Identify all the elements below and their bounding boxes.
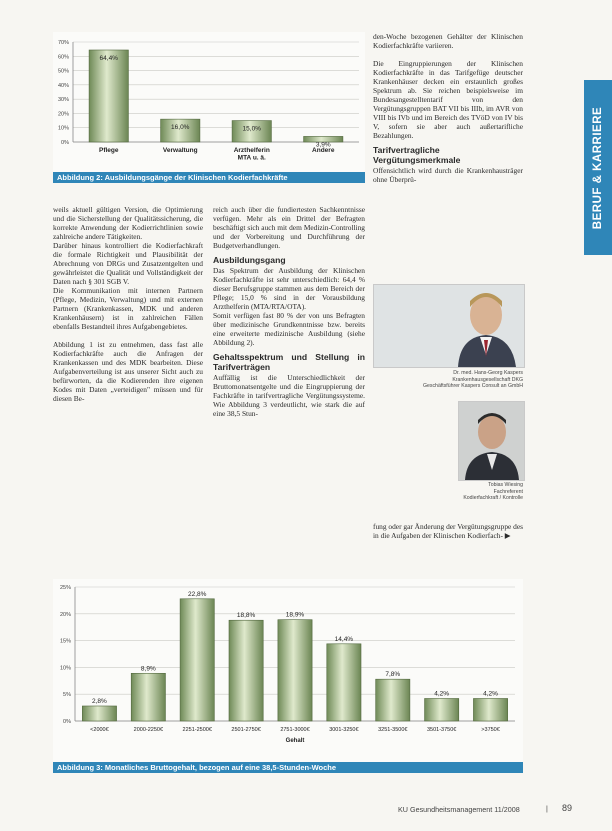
figure-2 — [53, 32, 365, 174]
figure-2-chart — [53, 32, 365, 174]
column-3 — [373, 32, 523, 184]
y-tick-label: 10% — [59, 665, 71, 672]
bar — [229, 620, 263, 721]
data-label: 14,4% — [334, 635, 354, 643]
y-tick-label: 50% — [57, 68, 69, 75]
x-tick-label: 3001-3250€ — [329, 727, 359, 733]
y-tick-label: 20% — [59, 611, 71, 618]
caption-line: Tobias Wiesing — [488, 482, 523, 488]
x-tick-label: 2251-2500€ — [182, 727, 212, 733]
paragraph: Abbildung 1 ist zu entnehmen, dass fast alle Kodierfachkräfte auch die Anfragen der Krankenkassen und des MDK bearbeiten. Diese Aufgabenverteilung ist aus unserer Sicht auch zu befürworten, da die Kodierenden ihre eigenen Kodes mit Daten „verteidigen" müssen und für diesen Be- — [53, 340, 203, 403]
portrait-photo-1 — [373, 284, 525, 368]
data-label: 15,0% — [242, 125, 261, 133]
x-tick-label: >3750€ — [481, 727, 500, 733]
paragraph: Die Kommunikation mit internen Partnern (Pflege, Medizin, Verwaltung) und mit externen Partnern (Krankenkassen, MDK und anderen Krankenhäusern) ist in zahlreichen Fällen ebenfalls Bestandteil ihres Aufgabengebietes. — [53, 286, 203, 331]
figure-3-caption: Abbildung 3: Monatliches Bruttogehalt, bezogen auf eine 38,5-Stunden-Woche — [53, 762, 523, 773]
y-tick-label: 20% — [57, 111, 69, 118]
page-number: 89 — [562, 803, 573, 813]
data-label: 2,8% — [92, 697, 107, 705]
y-tick-label: 40% — [57, 82, 69, 89]
data-label: 18,9% — [285, 611, 305, 619]
section-heading: Tarifvertragliche Vergütungsmerkmale — [373, 145, 461, 165]
caption-line: Kodierfachkraft / Kontrolle — [463, 495, 523, 501]
x-axis-label: Gehalt — [285, 738, 305, 744]
bar — [180, 599, 214, 721]
x-tick-label: 3501-3750€ — [426, 727, 457, 733]
paragraph: Somit verfügen fast 80 % der von uns Befragten über medizinische Grundkenntnisse bzw. bereits eine erweiterte medizinische Ausbildung (siehe Abbildung 2). — [213, 311, 365, 347]
paragraph: fung oder gar Änderung der Vergütungsgruppe des in die Aufgaben der Klinischen Kodierfach- ▶ — [373, 522, 523, 540]
data-label: 22,8% — [188, 590, 207, 598]
portrait-1-caption — [373, 370, 523, 390]
x-tick-label: 3251-3500€ — [378, 727, 408, 733]
caption-line: Krankenhausgesellschaft DKG — [452, 376, 523, 383]
portrait-2-image — [459, 402, 524, 480]
column-1 — [53, 205, 203, 403]
data-label: 8,9% — [140, 665, 156, 673]
caption-line: Dr. med. Hans-Georg Kaspers — [453, 370, 523, 376]
data-label: 4,2% — [434, 690, 450, 698]
paragraph: Die Eingruppierungen der Klinischen Kodierfachkräfte in das Tarifgefüge deutscher Krankenhäuser decken ein erstaunlich großes Spektrum ab. Sie reichen beispielsweise im Bundesangestelltentarif von den Vergütungsgruppen BAT VII bis IIIb, im AVR von VIII bis IVb und im Bereich des TVöD von IV bis V, sofern sie aber auch außertarifliche Bezahlungen. — [373, 59, 523, 140]
caption-line: Fachreferent — [493, 488, 523, 495]
y-tick-label: 5% — [63, 692, 71, 699]
bar — [89, 50, 128, 142]
x-tick-label: Andere — [312, 147, 335, 154]
bar — [425, 698, 459, 721]
portrait-photo-2 — [458, 401, 525, 481]
x-tick-label: 2501-2750€ — [231, 727, 261, 733]
x-tick-label: Verwaltung — [162, 147, 198, 154]
paragraph: Das Spektrum der Ausbildung der Klinischen Kodierfachkräfte ist sehr unterschiedlich: 64,4 % dieser Berufsgruppe stammen aus dem Bereich der Pflege; 15,0 % sind in der Vorausbildung Arzthelferin (MTA/RTA/OTA). — [213, 266, 365, 311]
data-label: 16,0% — [171, 124, 190, 132]
caption-line: Geschäftsführer Kaspers Consult an GmbH — [422, 383, 523, 389]
column-3-continued — [373, 522, 523, 540]
data-label: 7,8% — [385, 671, 401, 679]
paragraph: Offensichtlich wird durch die Krankenhausträger ohne Überprü- — [373, 166, 523, 184]
y-tick-label: 15% — [59, 638, 71, 645]
data-label: 3,9% — [315, 141, 331, 149]
column-2 — [213, 205, 365, 418]
y-tick-label: 0% — [63, 719, 71, 725]
y-tick-label: 25% — [59, 585, 71, 591]
bar — [376, 679, 410, 721]
x-tick-label: 2751-3000€ — [280, 727, 310, 733]
paragraph: Auffällig ist die Unterschiedlichkeit der Bruttomonatsentgelte und die Eingruppierung der Fachkräfte in tarifvertragliche Vergütungssysteme. Wie Abbildung 3 verdeutlicht, wie stark die auf eine 38,5 Stun- — [213, 373, 365, 418]
figure-3-chart — [53, 579, 523, 762]
paragraph: reich auch über die fundiertesten Sachkenntnisse verfügen. Mehr als ein Drittel der Befragten beschäftigt sich auch mit dem Medizin-Controlling und der Vorbereitung und Durchführung der Budgetverhandlungen. — [213, 205, 365, 250]
bar — [278, 620, 312, 721]
x-tick-label: Arzthelferin — [233, 147, 270, 154]
y-tick-label: 30% — [57, 97, 69, 104]
x-tick-label: 2000-2250€ — [133, 727, 164, 733]
paragraph: Darüber hinaus kontrolliert die Kodierfachkraft die formale Richtigkeit und Plausibilität der Abrechnung von DRGs und Zusatzentgelten und gewährleistet die Qualität und Vollständigkeit der Daten nach § 301 SGB V. — [53, 241, 203, 286]
y-tick-label: 10% — [57, 125, 69, 132]
x-tick-label: MTA u. ä. — [237, 154, 266, 162]
figure-3 — [53, 579, 523, 762]
bar — [473, 698, 507, 721]
paragraph: den-Woche bezogenen Gehälter der Klinischen Kodierfachkräfte variieren. — [373, 32, 523, 50]
y-tick-label: 70% — [57, 40, 69, 46]
paragraph: weils aktuell gültigen Version, die Optimierung und die Sicherstellung der Qualitätssicherung, die korrekte Anwendung der Kodierrichtlinien sowie zahlreiche andere Tätigkeiten. — [53, 205, 203, 241]
section-heading: Ausbildungsgang — [213, 255, 286, 265]
x-tick-label: <2000€ — [90, 727, 109, 733]
x-tick-label: Pflege — [98, 147, 119, 154]
data-label: 18,8% — [236, 612, 256, 620]
footer-separator: | — [546, 804, 548, 813]
footer-journal: KU Gesundheitsmanagement 11/2008 — [398, 805, 520, 814]
bar — [82, 706, 116, 721]
bar — [131, 673, 165, 721]
y-tick-label: 60% — [57, 54, 69, 61]
section-heading: Gehaltsspektrum und Stellung in Tarifverträgen — [213, 352, 365, 372]
section-tab — [584, 80, 612, 255]
y-tick-label: 0% — [61, 140, 69, 146]
bar — [327, 644, 361, 721]
portrait-2-caption — [373, 482, 523, 502]
data-label: 64,4% — [99, 55, 118, 62]
portrait-1-image — [374, 285, 524, 367]
data-label: 4,2% — [483, 690, 498, 698]
figure-2-caption: Abbildung 2: Ausbildungsgänge der Klinischen Kodierfachkräfte — [53, 172, 365, 183]
section-tab-label: BERUF & KARRIERE — [592, 106, 604, 229]
